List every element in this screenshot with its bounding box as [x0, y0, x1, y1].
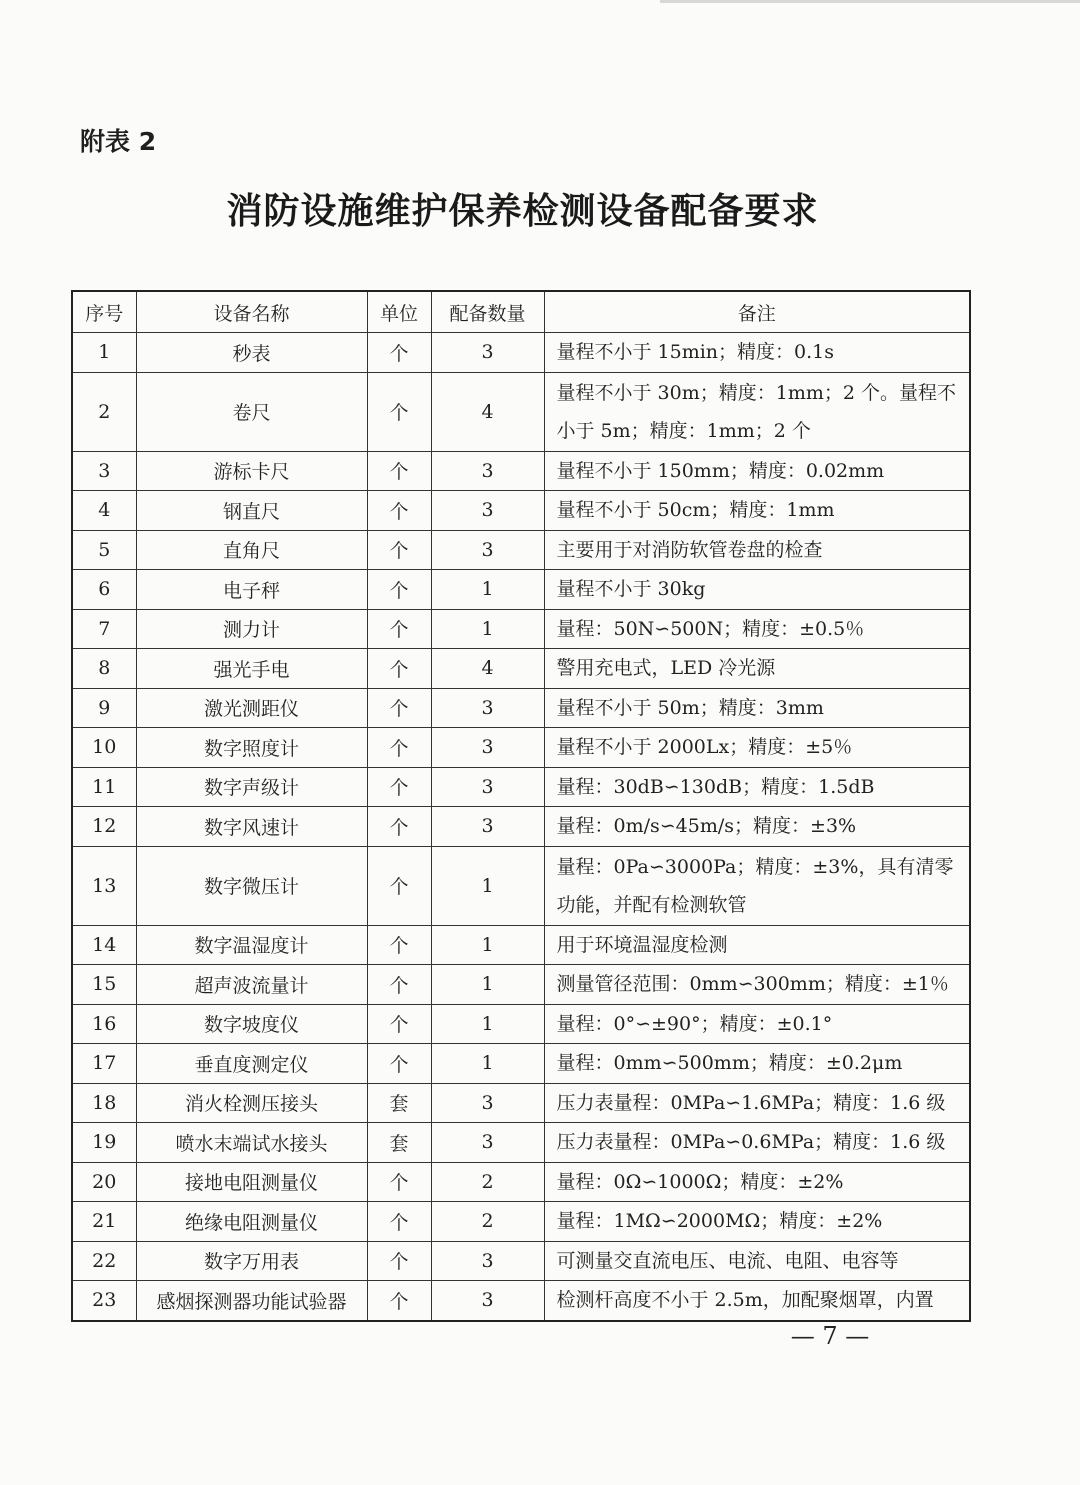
cell-note: 用于环境温湿度检测: [544, 925, 970, 965]
table-row: [72, 372, 970, 451]
cell-no: 21: [72, 1202, 136, 1242]
cell-no: 13: [72, 846, 136, 925]
cell-no: 3: [72, 451, 136, 491]
table-row: [72, 649, 970, 689]
cell-qty: 3: [431, 451, 544, 491]
cell-note: 可测量交直流电压、电流、电阻、电容等: [544, 1241, 970, 1281]
cell-note: 量程不小于 50m；精度：3mm: [544, 688, 970, 728]
cell-unit: 套: [367, 1123, 431, 1163]
cell-unit: 个: [367, 451, 431, 491]
cell-unit: 个: [367, 1202, 431, 1242]
table-row: [72, 846, 970, 925]
cell-note: 压力表量程：0MPa∽1.6MPa；精度：1.6 级: [544, 1083, 970, 1123]
cell-unit: 个: [367, 1281, 431, 1321]
cell-unit: 个: [367, 965, 431, 1005]
table-row: [72, 491, 970, 531]
cell-note: 量程不小于 30kg: [544, 570, 970, 610]
cell-name: 数字温湿度计: [136, 925, 367, 965]
table-row: [72, 925, 970, 965]
cell-note: 量程不小于 150mm；精度：0.02mm: [544, 451, 970, 491]
table-row: [72, 767, 970, 807]
cell-name: 垂直度测定仪: [136, 1044, 367, 1084]
cell-qty: 1: [431, 1004, 544, 1044]
cell-no: 22: [72, 1241, 136, 1281]
equipment-table: [71, 290, 971, 1322]
cell-qty: 3: [431, 728, 544, 768]
document-title: 消防设施维护保养检测设备配备要求: [226, 191, 819, 232]
cell-qty: 1: [431, 609, 544, 649]
table-row: [72, 1281, 970, 1321]
cell-note: 检测杆高度不小于 2.5m，加配聚烟罩，内置: [544, 1281, 970, 1321]
appendix-label: 附表 2: [80, 127, 157, 156]
cell-note: 量程不小于 50cm；精度：1mm: [544, 491, 970, 531]
cell-unit: 个: [367, 530, 431, 570]
cell-note: 量程：0Ω∽1000Ω；精度：±2%: [544, 1162, 970, 1202]
cell-no: 1: [72, 333, 136, 373]
cell-name: 数字风速计: [136, 807, 367, 847]
cell-qty: 3: [431, 1123, 544, 1163]
header-name: 设备名称: [136, 291, 367, 333]
cell-name: 接地电阻测量仪: [136, 1162, 367, 1202]
cell-note: 测量管径范围：0mm∽300mm；精度：±1％: [544, 965, 970, 1005]
page-edge: [660, 0, 1080, 3]
cell-qty: 1: [431, 570, 544, 610]
cell-name: 数字照度计: [136, 728, 367, 768]
cell-no: 9: [72, 688, 136, 728]
table-header-row: [72, 291, 970, 333]
cell-name: 直角尺: [136, 530, 367, 570]
header-qty: 配备数量: [431, 291, 544, 333]
cell-note: 量程：0mm∽500mm；精度：±0.2μm: [544, 1044, 970, 1084]
cell-no: 10: [72, 728, 136, 768]
table-row: [72, 1083, 970, 1123]
cell-unit: 个: [367, 491, 431, 531]
cell-no: 18: [72, 1083, 136, 1123]
cell-name: 游标卡尺: [136, 451, 367, 491]
table-row: [72, 1004, 970, 1044]
cell-no: 7: [72, 609, 136, 649]
cell-no: 16: [72, 1004, 136, 1044]
cell-no: 2: [72, 372, 136, 451]
cell-unit: 个: [367, 372, 431, 451]
page-number: — 7 —: [790, 1322, 870, 1350]
cell-note: 量程：50N∽500N；精度：±0.5％: [544, 609, 970, 649]
cell-no: 8: [72, 649, 136, 689]
cell-note: 量程：0°∽±90°；精度：±0.1°: [544, 1004, 970, 1044]
cell-qty: 1: [431, 925, 544, 965]
cell-qty: 4: [431, 372, 544, 451]
cell-unit: 个: [367, 1044, 431, 1084]
cell-no: 11: [72, 767, 136, 807]
cell-note: 量程：0Pa∽3000Pa；精度：±3%，具有清零功能，并配有检测软管: [544, 846, 970, 925]
cell-unit: 个: [367, 1241, 431, 1281]
cell-no: 12: [72, 807, 136, 847]
cell-name: 绝缘电阻测量仪: [136, 1202, 367, 1242]
cell-qty: 1: [431, 846, 544, 925]
table-row: [72, 1123, 970, 1163]
table-row: [72, 530, 970, 570]
cell-no: 6: [72, 570, 136, 610]
cell-unit: 个: [367, 1162, 431, 1202]
cell-name: 感烟探测器功能试验器: [136, 1281, 367, 1321]
cell-no: 15: [72, 965, 136, 1005]
cell-qty: 3: [431, 767, 544, 807]
table-row: [72, 1202, 970, 1242]
cell-no: 5: [72, 530, 136, 570]
table-row: [72, 451, 970, 491]
cell-unit: 个: [367, 333, 431, 373]
cell-unit: 个: [367, 846, 431, 925]
table-row: [72, 688, 970, 728]
cell-name: 秒表: [136, 333, 367, 373]
cell-no: 20: [72, 1162, 136, 1202]
table-body: [72, 333, 970, 1321]
cell-name: 数字微压计: [136, 846, 367, 925]
cell-no: 4: [72, 491, 136, 531]
cell-name: 测力计: [136, 609, 367, 649]
cell-qty: 3: [431, 1083, 544, 1123]
cell-qty: 4: [431, 649, 544, 689]
cell-qty: 3: [431, 807, 544, 847]
cell-no: 17: [72, 1044, 136, 1084]
cell-note: 量程：30dB∽130dB；精度：1.5dB: [544, 767, 970, 807]
cell-name: 数字声级计: [136, 767, 367, 807]
cell-note: 警用充电式，LED 冷光源: [544, 649, 970, 689]
cell-name: 强光手电: [136, 649, 367, 689]
cell-qty: 2: [431, 1162, 544, 1202]
cell-qty: 1: [431, 1044, 544, 1084]
header-unit: 单位: [367, 291, 431, 333]
cell-qty: 1: [431, 965, 544, 1005]
cell-note: 量程不小于 15min；精度：0.1s: [544, 333, 970, 373]
cell-name: 钢直尺: [136, 491, 367, 531]
cell-unit: 个: [367, 1004, 431, 1044]
cell-name: 激光测距仪: [136, 688, 367, 728]
cell-qty: 2: [431, 1202, 544, 1242]
header-note: 备注: [544, 291, 970, 333]
cell-unit: 个: [367, 807, 431, 847]
table-row: [72, 333, 970, 373]
cell-qty: 3: [431, 688, 544, 728]
cell-unit: 个: [367, 609, 431, 649]
cell-qty: 3: [431, 1281, 544, 1321]
header-no: 序号: [72, 291, 136, 333]
cell-name: 卷尺: [136, 372, 367, 451]
table-row: [72, 728, 970, 768]
cell-unit: 个: [367, 688, 431, 728]
cell-unit: 个: [367, 570, 431, 610]
cell-qty: 3: [431, 1241, 544, 1281]
cell-unit: 套: [367, 1083, 431, 1123]
cell-no: 14: [72, 925, 136, 965]
cell-name: 数字万用表: [136, 1241, 367, 1281]
cell-name: 超声波流量计: [136, 965, 367, 1005]
cell-note: 量程不小于 2000Lx；精度：±5％: [544, 728, 970, 768]
cell-note: 主要用于对消防软管卷盘的检查: [544, 530, 970, 570]
cell-name: 数字坡度仪: [136, 1004, 367, 1044]
cell-no: 19: [72, 1123, 136, 1163]
cell-unit: 个: [367, 767, 431, 807]
cell-qty: 3: [431, 530, 544, 570]
cell-note: 量程：0m/s∽45m/s；精度：±3%: [544, 807, 970, 847]
cell-note: 量程：1MΩ∽2000MΩ；精度：±2%: [544, 1202, 970, 1242]
cell-unit: 个: [367, 649, 431, 689]
cell-note: 量程不小于 30m；精度：1mm；2 个。量程不小于 5m；精度：1mm；2 个: [544, 372, 970, 451]
cell-qty: 3: [431, 333, 544, 373]
cell-name: 电子秤: [136, 570, 367, 610]
cell-name: 喷水末端试水接头: [136, 1123, 367, 1163]
cell-name: 消火栓测压接头: [136, 1083, 367, 1123]
table-row: [72, 570, 970, 610]
cell-no: 23: [72, 1281, 136, 1321]
table-row: [72, 965, 970, 1005]
table-row: [72, 807, 970, 847]
cell-note: 压力表量程：0MPa∽0.6MPa；精度：1.6 级: [544, 1123, 970, 1163]
cell-qty: 3: [431, 491, 544, 531]
table-row: [72, 1162, 970, 1202]
table-row: [72, 1241, 970, 1281]
table-row: [72, 1044, 970, 1084]
cell-unit: 个: [367, 728, 431, 768]
table-row: [72, 609, 970, 649]
cell-unit: 个: [367, 925, 431, 965]
